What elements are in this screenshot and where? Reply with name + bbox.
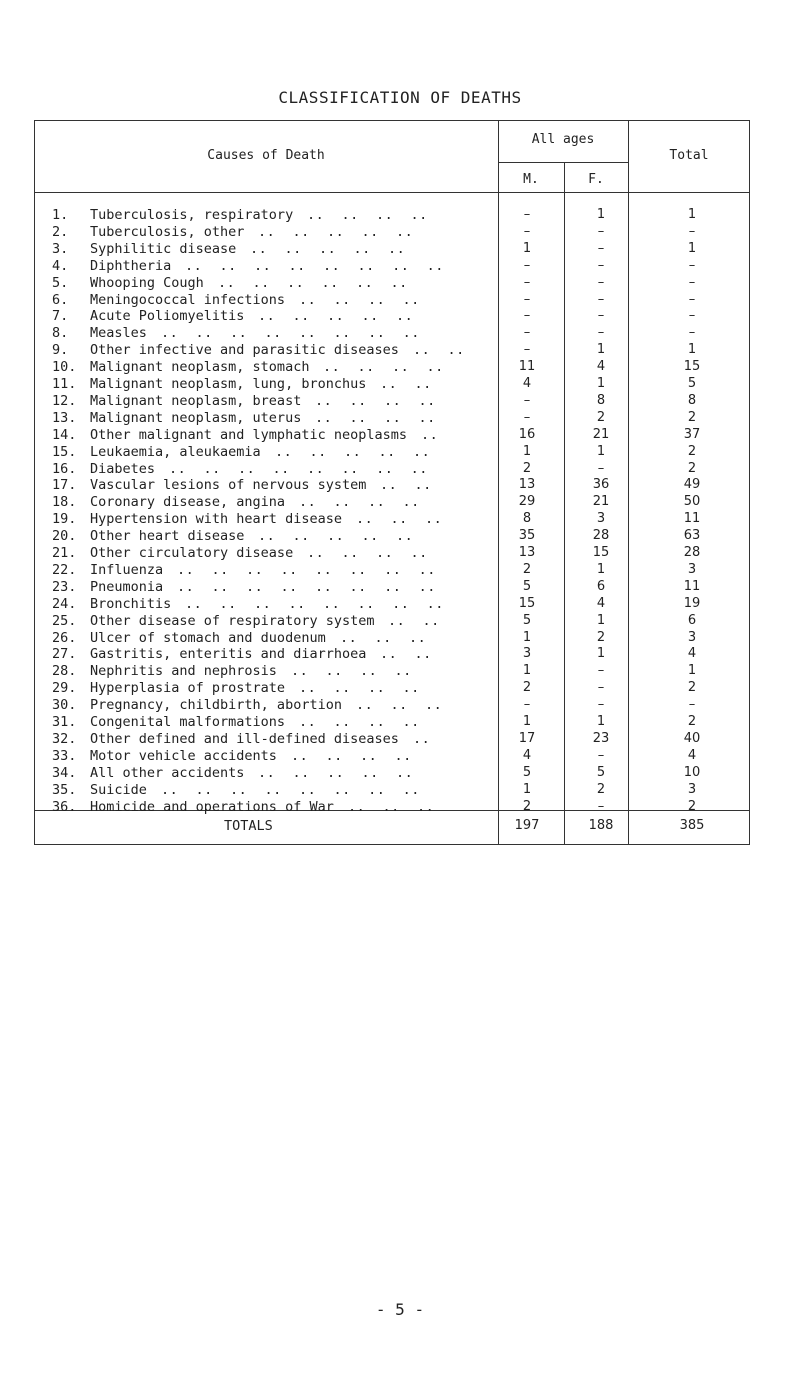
total-count: 19 <box>683 595 701 611</box>
male-count: – <box>523 308 531 324</box>
female-count: 1 <box>596 443 606 459</box>
male-count: 17 <box>518 730 536 746</box>
leader-dots: .. .. <box>380 477 432 494</box>
table-top-border <box>34 120 750 121</box>
female-count: – <box>597 274 605 290</box>
female-count: 15 <box>592 545 610 560</box>
row-number: 31. <box>52 714 77 730</box>
total-count: 2 <box>687 680 697 696</box>
cause-name: Meningococcal infections <box>90 291 286 308</box>
female-count: 36 <box>592 477 610 493</box>
header-bottom-border <box>34 192 750 193</box>
total-count: 4 <box>687 747 697 763</box>
row-number: 29. <box>52 680 77 697</box>
male-count: 1 <box>522 240 532 256</box>
total-count: 11 <box>683 578 701 594</box>
male-count: 2 <box>522 680 532 696</box>
leader-dots: .. .. .. .. .. .. .. .. <box>185 595 444 612</box>
totals-row <box>34 812 750 842</box>
female-count: 1 <box>596 207 606 222</box>
row-number: 13. <box>52 409 77 426</box>
cause-name: Nephritis and nephrosis <box>90 663 277 680</box>
female-count: – <box>597 240 605 256</box>
row-number: 24. <box>52 595 77 612</box>
leader-dots: .. .. .. .. .. <box>258 308 414 325</box>
total-count: – <box>688 697 696 713</box>
female-count: – <box>597 663 605 679</box>
male-count: 29 <box>518 494 536 510</box>
total-count: 2 <box>687 443 697 459</box>
cause-name: Ulcer of stomach and duodenum <box>90 629 326 646</box>
total-count: – <box>688 223 696 239</box>
female-count: 21 <box>592 426 610 442</box>
cause-name: Tuberculosis, other <box>90 223 245 240</box>
leader-dots: .. .. <box>380 376 432 392</box>
total-count: 3 <box>687 561 697 577</box>
leader-dots: .. .. .. <box>348 798 435 815</box>
row-number: 8. <box>52 325 69 342</box>
row-number: 12. <box>52 392 77 409</box>
totals-female: 188 <box>588 818 614 833</box>
female-count: – <box>597 798 605 814</box>
male-count: 1 <box>522 443 532 459</box>
male-count: 4 <box>522 747 532 763</box>
leader-dots: .. .. .. .. <box>299 714 420 730</box>
female-count: 1 <box>596 561 606 577</box>
total-count: 49 <box>683 477 701 493</box>
male-count: 16 <box>518 426 536 442</box>
leader-dots: .. .. .. <box>356 511 443 528</box>
leader-dots: .. .. .. .. <box>299 291 420 308</box>
female-count: 4 <box>596 595 606 611</box>
male-count: – <box>523 291 531 307</box>
female-count: 1 <box>596 646 606 662</box>
row-number: 30. <box>52 697 77 714</box>
cause-name: Influenza <box>90 561 164 578</box>
cause-name: Suicide <box>90 781 147 798</box>
row-number: 26. <box>52 629 77 646</box>
male-header: M. <box>523 172 539 187</box>
cause-name: Diphtheria <box>90 257 172 274</box>
female-header: F. <box>588 172 604 187</box>
male-count: – <box>523 342 531 358</box>
male-count: – <box>523 274 531 290</box>
female-count: – <box>597 325 605 341</box>
male-count: 5 <box>522 578 532 594</box>
row-number: 27. <box>52 646 77 663</box>
male-count: 2 <box>522 798 532 814</box>
male-count: 5 <box>522 612 532 628</box>
leader-dots: .. .. .. .. <box>315 392 436 409</box>
cause-name: Gastritis, enteritis and diarrhoea <box>90 646 367 663</box>
female-count: 3 <box>596 511 606 527</box>
male-count: 11 <box>518 359 536 375</box>
total-count: 8 <box>687 392 697 408</box>
female-count: – <box>597 460 605 476</box>
row-number: 35. <box>52 781 77 798</box>
male-count: 5 <box>522 764 532 780</box>
cause-name: Other malignant and lymphatic neoplasms <box>90 426 407 443</box>
total-count: 2 <box>687 409 697 425</box>
total-count: 40 <box>683 730 701 746</box>
total-header: Total <box>669 148 709 163</box>
total-count: 50 <box>683 494 701 510</box>
total-count: – <box>688 257 696 273</box>
leader-dots: .. .. .. .. .. .. .. .. <box>161 781 420 798</box>
male-count: 15 <box>518 595 536 611</box>
total-count: 1 <box>687 342 697 358</box>
cause-name: Homicide and operations of War <box>90 798 334 815</box>
deaths-table <box>34 120 750 856</box>
leader-dots: .. .. .. .. .. <box>258 223 414 240</box>
female-count: – <box>597 223 605 239</box>
female-count: – <box>597 308 605 324</box>
cause-name: Diabetes <box>90 460 156 477</box>
row-number: 20. <box>52 528 77 545</box>
male-count: 4 <box>522 376 532 391</box>
cause-name: Malignant neoplasm, uterus <box>90 409 302 426</box>
row-number: 34. <box>52 764 77 781</box>
leader-dots: .. .. .. .. .. .. .. .. <box>185 257 444 274</box>
female-count: 4 <box>596 359 606 375</box>
female-count: – <box>597 291 605 307</box>
male-count: 2 <box>522 561 532 577</box>
female-count: 23 <box>592 730 610 746</box>
sex-subheader-divider <box>498 162 628 163</box>
cause-name: Syphilitic disease <box>90 240 237 257</box>
row-number: 18. <box>52 494 77 511</box>
leader-dots: .. .. .. .. <box>315 409 436 426</box>
male-count: 1 <box>522 663 532 679</box>
leader-dots: .. .. .. .. .. .. .. .. <box>177 578 436 595</box>
row-number: 25. <box>52 612 77 629</box>
cause-name: Other heart disease <box>90 528 245 545</box>
leader-dots: .. .. <box>380 646 432 663</box>
male-count: 1 <box>522 629 532 645</box>
cause-name: Coronary disease, angina <box>90 494 286 511</box>
leader-dots: .. .. .. <box>340 629 427 646</box>
totals-total: 385 <box>679 818 705 833</box>
causes-header: Causes of Death <box>207 148 325 163</box>
male-count: 13 <box>518 477 536 493</box>
cause-name: Vascular lesions of nervous system <box>90 477 367 494</box>
leader-dots: .. .. .. .. .. <box>258 528 414 545</box>
male-count: – <box>523 409 531 425</box>
leader-dots: .. .. .. .. .. <box>275 443 431 460</box>
female-count: 8 <box>596 392 606 408</box>
leader-dots: .. .. .. .. .. <box>250 240 406 257</box>
male-count: – <box>523 207 531 222</box>
row-number: 1. <box>52 207 69 223</box>
cause-name: Malignant neoplasm, breast <box>90 392 302 409</box>
total-count: 15 <box>683 359 701 375</box>
cause-name: Malignant neoplasm, lung, bronchus <box>90 376 367 392</box>
male-count: 2 <box>522 460 532 476</box>
leader-dots: .. .. .. .. .. .. <box>218 274 408 291</box>
row-number: 17. <box>52 477 77 494</box>
cause-name: Pneumonia <box>90 578 164 595</box>
row-number: 36. <box>52 798 77 815</box>
row-number: 32. <box>52 730 77 747</box>
row-number: 10. <box>52 359 77 376</box>
total-count: – <box>688 325 696 341</box>
male-count: 13 <box>518 545 536 560</box>
cause-name: All other accidents <box>90 764 245 781</box>
row-number: 5. <box>52 274 69 291</box>
female-count: – <box>597 747 605 763</box>
cause-name: Pregnancy, childbirth, abortion <box>90 697 342 714</box>
row-number: 3. <box>52 240 69 257</box>
row-number: 28. <box>52 663 77 680</box>
male-count: – <box>523 697 531 713</box>
female-count: 1 <box>596 612 606 628</box>
male-count: 3 <box>522 646 532 662</box>
cause-name: Other defined and ill-defined diseases <box>90 730 399 747</box>
leader-dots: .. .. <box>413 342 465 359</box>
total-count: 63 <box>683 528 701 544</box>
totals-label: TOTALS <box>224 818 273 834</box>
cause-name: Tuberculosis, respiratory <box>90 207 294 223</box>
cause-name: Motor vehicle accidents <box>90 747 277 764</box>
female-count: 6 <box>596 578 606 594</box>
female-count: 1 <box>596 342 606 358</box>
total-count: 2 <box>687 460 697 476</box>
female-count: 2 <box>596 409 606 425</box>
female-count: – <box>597 257 605 273</box>
row-number: 9. <box>52 342 69 359</box>
total-count: 2 <box>687 798 697 814</box>
female-count: 2 <box>596 629 606 645</box>
total-count: – <box>688 308 696 324</box>
cause-name: Acute Poliomyelitis <box>90 308 245 325</box>
male-count: – <box>523 223 531 239</box>
male-count: – <box>523 392 531 408</box>
leader-dots: .. .. .. .. <box>291 747 412 764</box>
row-number: 21. <box>52 545 77 561</box>
total-count: 37 <box>683 426 701 442</box>
female-count: 1 <box>596 376 606 391</box>
total-count: 10 <box>683 764 701 780</box>
female-count: – <box>597 697 605 713</box>
leader-dots: .. <box>413 730 431 747</box>
total-count: 1 <box>687 207 697 222</box>
row-number: 23. <box>52 578 77 595</box>
female-count: 28 <box>592 528 610 544</box>
cause-name: Measles <box>90 325 147 342</box>
total-count: 6 <box>687 612 697 628</box>
page-title: CLASSIFICATION OF DEATHS <box>278 88 522 107</box>
male-count: 1 <box>522 714 532 729</box>
leader-dots: .. .. .. <box>356 697 443 714</box>
cause-name: Congenital malformations <box>90 714 286 730</box>
total-count: – <box>688 291 696 307</box>
row-number: 4. <box>52 257 69 274</box>
leader-dots: .. .. .. .. <box>307 545 428 561</box>
total-count: 2 <box>687 714 697 729</box>
total-count: 3 <box>687 781 697 797</box>
total-count: 4 <box>687 646 697 662</box>
cause-name: Hyperplasia of prostrate <box>90 680 286 697</box>
leader-dots: .. .. .. .. .. .. .. .. <box>177 561 436 578</box>
male-count: 35 <box>518 528 536 544</box>
leader-dots: .. .. .. .. <box>291 663 412 680</box>
row-number: 2. <box>52 223 69 240</box>
female-count: 21 <box>592 494 610 510</box>
cause-name: Leukaemia, aleukaemia <box>90 443 261 460</box>
page-number: - 5 - <box>375 1300 425 1319</box>
row-number: 33. <box>52 747 77 764</box>
row-number: 15. <box>52 443 77 460</box>
all-ages-header: All ages <box>531 132 595 147</box>
female-count: – <box>597 680 605 696</box>
cause-name: Bronchitis <box>90 595 172 612</box>
male-count: – <box>523 325 531 341</box>
female-count: 5 <box>596 764 606 780</box>
total-count: 28 <box>683 545 701 560</box>
total-count: 1 <box>687 663 697 679</box>
row-number: 6. <box>52 291 69 308</box>
table-bottom-border <box>34 844 750 845</box>
male-count: 1 <box>522 781 532 797</box>
total-count: 5 <box>687 376 697 391</box>
cause-name: Other infective and parasitic diseases <box>90 342 399 359</box>
leader-dots: .. .. .. .. .. <box>258 764 414 781</box>
leader-dots: .. .. .. .. <box>299 494 420 511</box>
cause-name: Whooping Cough <box>90 274 204 291</box>
totals-male: 197 <box>514 818 540 833</box>
leader-dots: .. .. .. .. .. .. .. .. <box>169 460 428 477</box>
female-count: 1 <box>596 714 606 729</box>
male-count: – <box>523 257 531 273</box>
row-number: 22. <box>52 561 77 578</box>
leader-dots: .. .. .. .. <box>307 207 428 223</box>
leader-dots: .. .. .. .. <box>323 359 444 376</box>
row-number: 11. <box>52 376 77 392</box>
total-count: 3 <box>687 629 697 645</box>
row-number: 14. <box>52 426 77 443</box>
leader-dots: .. .. .. .. <box>299 680 420 697</box>
leader-dots: .. <box>421 426 439 443</box>
cause-name: Other disease of respiratory system <box>90 612 375 629</box>
row-number: 16. <box>52 460 77 477</box>
row-number: 19. <box>52 511 77 528</box>
cause-name: Hypertension with heart disease <box>90 511 342 528</box>
cause-name: Malignant neoplasm, stomach <box>90 359 310 376</box>
male-count: 8 <box>522 511 532 527</box>
total-count: 11 <box>683 511 701 527</box>
row-number: 7. <box>52 308 69 325</box>
total-count: 1 <box>687 240 697 256</box>
total-count: – <box>688 274 696 290</box>
female-count: 2 <box>596 781 606 797</box>
leader-dots: .. .. .. .. .. .. .. .. <box>161 325 420 342</box>
leader-dots: .. .. <box>388 612 440 629</box>
cause-name: Other circulatory disease <box>90 545 294 561</box>
